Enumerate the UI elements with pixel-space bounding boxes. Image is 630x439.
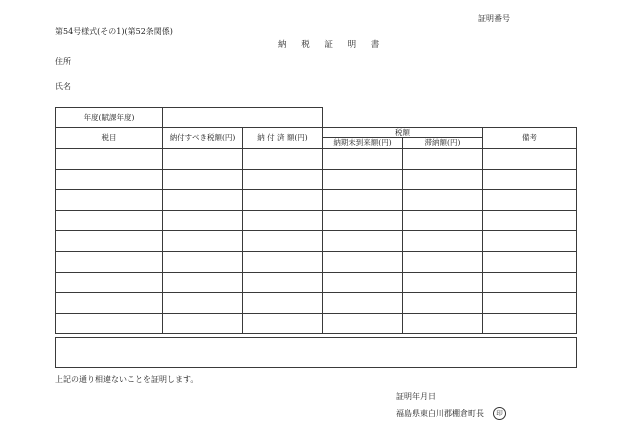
- table-cell: [483, 149, 577, 170]
- tax-table: [55, 127, 577, 334]
- header-tax-amount-group: 税額: [323, 128, 483, 138]
- table-cell: [163, 293, 243, 314]
- header-remarks: 備考: [483, 128, 577, 149]
- table-cell: [56, 293, 163, 314]
- table-cell: [323, 293, 403, 314]
- seal-mark: 印: [493, 407, 506, 420]
- table-cell: [483, 293, 577, 314]
- table-cell: [56, 251, 163, 272]
- table-cell: [403, 190, 483, 211]
- year-value-cell: [163, 108, 323, 128]
- table-row: [56, 149, 577, 170]
- table-cell: [403, 313, 483, 334]
- table-cell: [403, 293, 483, 314]
- issuer-name: 福島県東白川郡棚倉町長: [396, 409, 484, 418]
- table-cell: [56, 313, 163, 334]
- table-cell: [243, 210, 323, 231]
- table-cell: [483, 231, 577, 252]
- table-cell: [243, 251, 323, 272]
- table-row: [56, 251, 577, 272]
- table-row: [56, 313, 577, 334]
- header-amount-paid: 納 付 済 額(円): [243, 128, 323, 149]
- table-cell: [323, 210, 403, 231]
- table-cell: [483, 272, 577, 293]
- table-cell: [56, 210, 163, 231]
- table-cell: [403, 272, 483, 293]
- table-cell: [163, 231, 243, 252]
- certificate-number-label: 証明番号: [478, 14, 510, 23]
- name-label: 氏名: [55, 82, 71, 91]
- certification-date-label: 証明年月日: [396, 392, 436, 401]
- table-cell: [323, 251, 403, 272]
- table-cell: [483, 190, 577, 211]
- table-row: [56, 231, 577, 252]
- table-cell: [403, 149, 483, 170]
- table-cell: [243, 313, 323, 334]
- table-cell: [163, 190, 243, 211]
- table-cell: [403, 169, 483, 190]
- table-cell: [163, 210, 243, 231]
- year-label: 年度(賦課年度): [56, 108, 163, 128]
- table-row: [56, 190, 577, 211]
- table-cell: [243, 190, 323, 211]
- notes-box: [55, 337, 577, 368]
- table-row: [56, 272, 577, 293]
- table-cell: [243, 149, 323, 170]
- certification-statement: 上記の通り相違ないことを証明します。: [55, 375, 199, 384]
- table-cell: [163, 272, 243, 293]
- table-cell: [243, 293, 323, 314]
- table-cell: [483, 210, 577, 231]
- table-cell: [56, 190, 163, 211]
- table-cell: [56, 231, 163, 252]
- table-cell: [56, 149, 163, 170]
- table-row: [56, 210, 577, 231]
- table-cell: [243, 272, 323, 293]
- document-title: 納 税 証 明 書: [278, 40, 386, 50]
- table-cell: [56, 272, 163, 293]
- address-label: 住所: [55, 57, 71, 66]
- header-tax-item: 税目: [56, 128, 163, 149]
- table-cell: [323, 272, 403, 293]
- table-cell: [243, 231, 323, 252]
- table-cell: [163, 313, 243, 334]
- table-cell: [323, 169, 403, 190]
- table-cell: [403, 231, 483, 252]
- table-row: [56, 293, 577, 314]
- table-cell: [403, 251, 483, 272]
- table-cell: [163, 251, 243, 272]
- table-cell: [483, 313, 577, 334]
- table-cell: [163, 149, 243, 170]
- form-number-label: 第54号様式(その1)(第52条関係): [55, 27, 173, 36]
- table-cell: [243, 169, 323, 190]
- header-delinquent: 滞納額(円): [403, 138, 483, 149]
- table-cell: [483, 169, 577, 190]
- table-row: [56, 169, 577, 190]
- table-cell: [323, 149, 403, 170]
- table-cell: [323, 190, 403, 211]
- header-not-due: 納期未到来額(円): [323, 138, 403, 149]
- header-amount-due: 納付すべき税額(円): [163, 128, 243, 149]
- year-table: [55, 107, 323, 128]
- table-cell: [403, 210, 483, 231]
- table-cell: [323, 313, 403, 334]
- table-cell: [323, 231, 403, 252]
- table-cell: [56, 169, 163, 190]
- table-cell: [163, 169, 243, 190]
- table-cell: [483, 251, 577, 272]
